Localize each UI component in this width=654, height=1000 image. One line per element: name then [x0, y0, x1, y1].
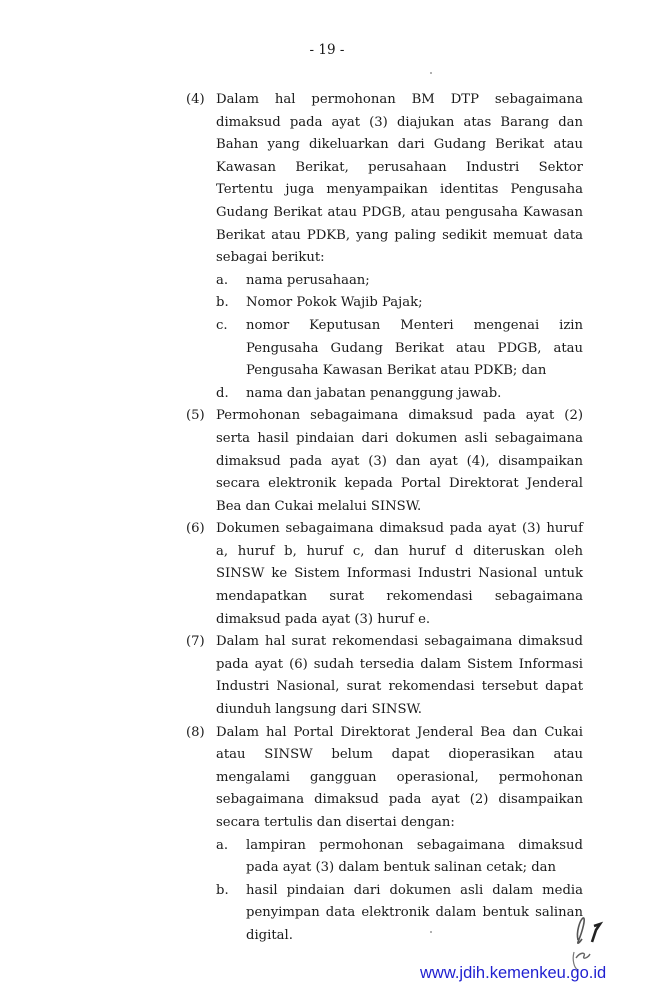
list-text: nama dan jabatan penanggung jawab.	[246, 385, 502, 401]
list-item	[216, 315, 583, 383]
list-item	[216, 383, 583, 406]
list-item	[216, 835, 583, 880]
ayat-number: (4)	[186, 92, 205, 107]
ayat-text: Dokumen sebagaimana dimaksud pada ayat (3) huruf a, huruf b, huruf c, dan huruf d diteruskan oleh SINSW ke Sistem Informasi Industri Nasional untuk mendapatkan surat rekomendasi sebagaimana dimaksud pada ayat (3) huruf e.	[216, 521, 583, 627]
ayat-7	[186, 631, 583, 721]
list-item	[216, 292, 583, 315]
ayat-4	[186, 89, 583, 405]
scan-speck	[430, 72, 432, 74]
jdih-website-link[interactable]: www.jdih.kemenkeu.go.id	[420, 964, 607, 982]
list-text: hasil pindaian dari dokumen asli dalam media penyimpan data elektronik dalam bentuk salinan digital.	[246, 882, 583, 943]
ayat-text: Dalam hal surat rekomendasi sebagaimana dimaksud pada ayat (6) sudah tersedia dalam Sistem Informasi Industri Nasional, surat rekomendasi tersebut dapat diunduh langsung dari SINSW.	[216, 634, 583, 718]
list-item	[216, 270, 583, 293]
list-letter: b.	[216, 882, 229, 898]
ayat-number: (8)	[186, 724, 205, 740]
scan-speck	[430, 931, 432, 933]
ayat-text: Permohonan sebagaimana dimaksud pada ayat (2) serta hasil pindaian dari dokumen asli sebagaimana dimaksud pada ayat (3) dan ayat (4), disampaikan secara elektronik kepada Portal Direktorat Jenderal Bea dan Cukai melalui SINSW.	[216, 408, 583, 514]
ayat-text: Dalam hal Portal Direktorat Jenderal Bea dan Cukai atau SINSW belum dapat dioperasikan atau mengalami gangguan operasional, permohonan sebagaimana dimaksud pada ayat (2) disampaikan secara tertulis dan disertai dengan:	[216, 724, 583, 830]
list-letter: d.	[216, 385, 229, 401]
page-number: - 19 -	[309, 42, 345, 58]
document-body	[186, 89, 583, 948]
list-text: nama perusahaan;	[246, 272, 370, 288]
list-item	[216, 880, 583, 948]
ayat-text: Dalam hal permohonan BM DTP sebagaimana dimaksud pada ayat (3) diajukan atas Barang dan Bahan yang dikeluarkan dari Gudang Berikat atau Kawasan Berikat, perusahaan Industri Sektor Tertentu juga menyampaikan identitas Pengusaha Gudang Berikat atau PDGB, atau pengusaha Kawasan Berikat atau PDKB, yang paling sedikit memuat data sebagai berikut:	[216, 92, 583, 266]
ayat-6	[186, 518, 583, 631]
list-text: Nomor Pokok Wajib Pajak;	[246, 295, 423, 311]
list-text: nomor Keputusan Menteri mengenai izin Pengusaha Gudang Berikat atau PDGB, atau Pengusaha Kawasan Berikat atau PDKB; dan	[246, 317, 583, 379]
ayat-8	[186, 722, 583, 948]
ayat-5	[186, 405, 583, 518]
list-text: lampiran permohonan sebagaimana dimaksud pada ayat (3) dalam bentuk salinan cetak; dan	[246, 837, 583, 876]
list-letter: c.	[216, 317, 228, 333]
list-letter: a.	[216, 272, 229, 288]
ayat-number: (6)	[186, 521, 205, 537]
list-letter: a.	[216, 837, 229, 853]
signature-paraf-icon	[566, 912, 616, 972]
ayat-number: (5)	[186, 408, 205, 424]
list-letter: b.	[216, 295, 229, 311]
ayat-number: (7)	[186, 634, 205, 650]
